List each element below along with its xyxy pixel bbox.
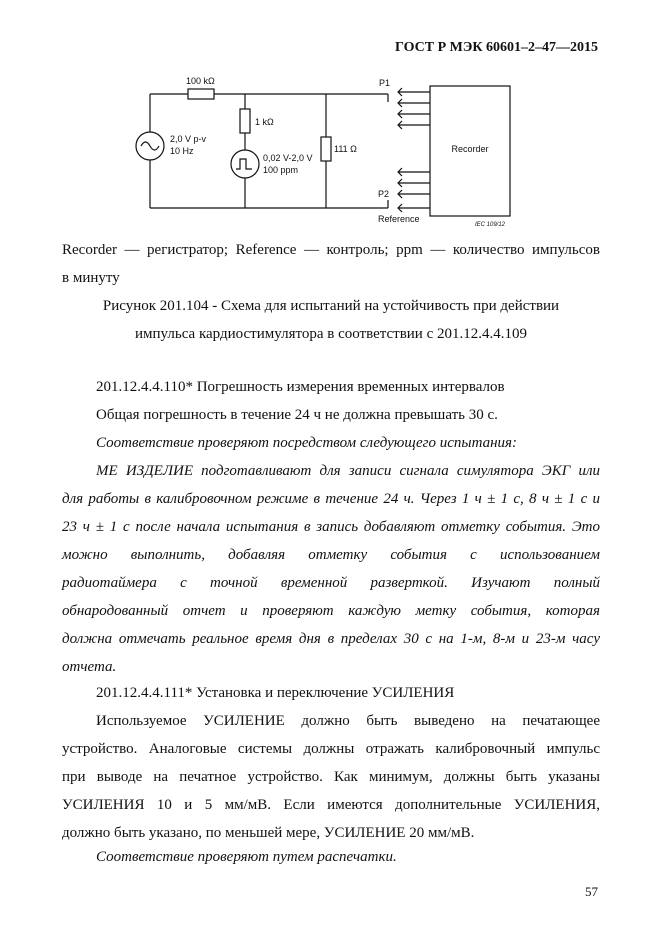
label-p1: P1	[379, 78, 391, 88]
document-header: ГОСТ Р МЭК 60601–2–47—2015	[395, 40, 598, 55]
label-src1-amplitude: 2,0 V p-v	[170, 134, 207, 144]
section-111-paragraph-line: при выводе на печатное устройство. Как минимум, должны быть указаны	[62, 769, 600, 785]
resistor-1k	[240, 109, 250, 133]
label-src2-rate: 100 ppm	[263, 165, 299, 175]
section-110-paragraph-line: отчета.	[62, 659, 117, 675]
label-iec: IEC 109/12	[475, 222, 506, 228]
label-r-111: 111 Ω	[334, 144, 357, 154]
label-src2-amplitude: 0,02 V-2,0 V	[263, 153, 313, 163]
section-110-paragraph-line: МЕ ИЗДЕЛИЕ подготавливают для записи сигнала симулятора ЭКГ или	[96, 463, 600, 479]
label-p2: P2	[378, 189, 390, 199]
legend-line-1: Recorder — регистратор; Reference — контроль; ppm — количество импульсов	[62, 242, 600, 258]
section-110-paragraph-line: 23 ч ± 1 с после начала испытания в запись добавляют отметку события. Это	[62, 519, 600, 535]
section-110-paragraph-line: обнародованный отчет и проверяют каждую метку события, которая	[62, 603, 600, 619]
section-110-paragraph-line: радиотаймера с точной временной разверткой. Изучают полный	[62, 575, 600, 591]
section-111-paragraph-line: должно быть указано, по меньшей мере, УСИЛЕНИЕ 20 мм/мВ.	[62, 825, 475, 841]
section-111-paragraph-line: устройство. Аналоговые системы должны отражать калибровочный импульс	[62, 741, 600, 757]
figure-caption-line-1: Рисунок 201.104 - Схема для испытаний на устойчивость при действии	[102, 298, 560, 314]
label-recorder: Recorder	[451, 144, 489, 154]
section-111-paragraph-line: УСИЛЕНИЯ 10 и 5 мм/мВ. Если имеются дополнительные УСИЛЕНИЯ,	[62, 797, 600, 813]
section-111-paragraph-line: Используемое УСИЛЕНИЕ должно быть выведено на печатающее	[96, 713, 600, 729]
section-110-compliance: Соответствие проверяют посредством следующего испытания:	[96, 435, 518, 451]
resistor-111	[321, 137, 331, 161]
figure-caption-line-2: импульса кардиостимулятора в соответствии с 201.12.4.4.109	[135, 326, 527, 342]
page-number: 57	[585, 884, 598, 899]
section-111-heading: 201.12.4.4.111* Установка и переключение УСИЛЕНИЯ	[96, 685, 455, 701]
label-r-1k: 1 kΩ	[255, 117, 274, 127]
test-circuit-diagram	[126, 72, 536, 232]
resistor-100k	[188, 89, 214, 99]
section-110-heading: 201.12.4.4.110* Погрешность измерения временных интервалов	[96, 379, 505, 395]
section-110-paragraph-line: для работы в калибровочном режиме в течение 24 ч. Через 1 ч ± 1 с, 8 ч ± 1 с и	[62, 491, 600, 507]
pulse-source	[231, 150, 259, 178]
label-reference: Reference	[378, 214, 420, 224]
section-110-text: Общая погрешность в течение 24 ч не должна превышать 30 с.	[96, 407, 498, 423]
section-111-compliance: Соответствие проверяют путем распечатки.	[96, 849, 397, 865]
section-110-paragraph-line: можно выполнить, добавляя отметку события с использованием	[62, 547, 600, 563]
legend-line-2: в минуту	[62, 270, 120, 286]
section-110-paragraph-line: должна отмечать реальное время дня в пределах 30 с на 1-м, 8-м и 23-м часу	[62, 631, 600, 647]
label-src1-frequency: 10 Hz	[170, 146, 194, 156]
label-r-100k: 100 kΩ	[186, 76, 215, 86]
